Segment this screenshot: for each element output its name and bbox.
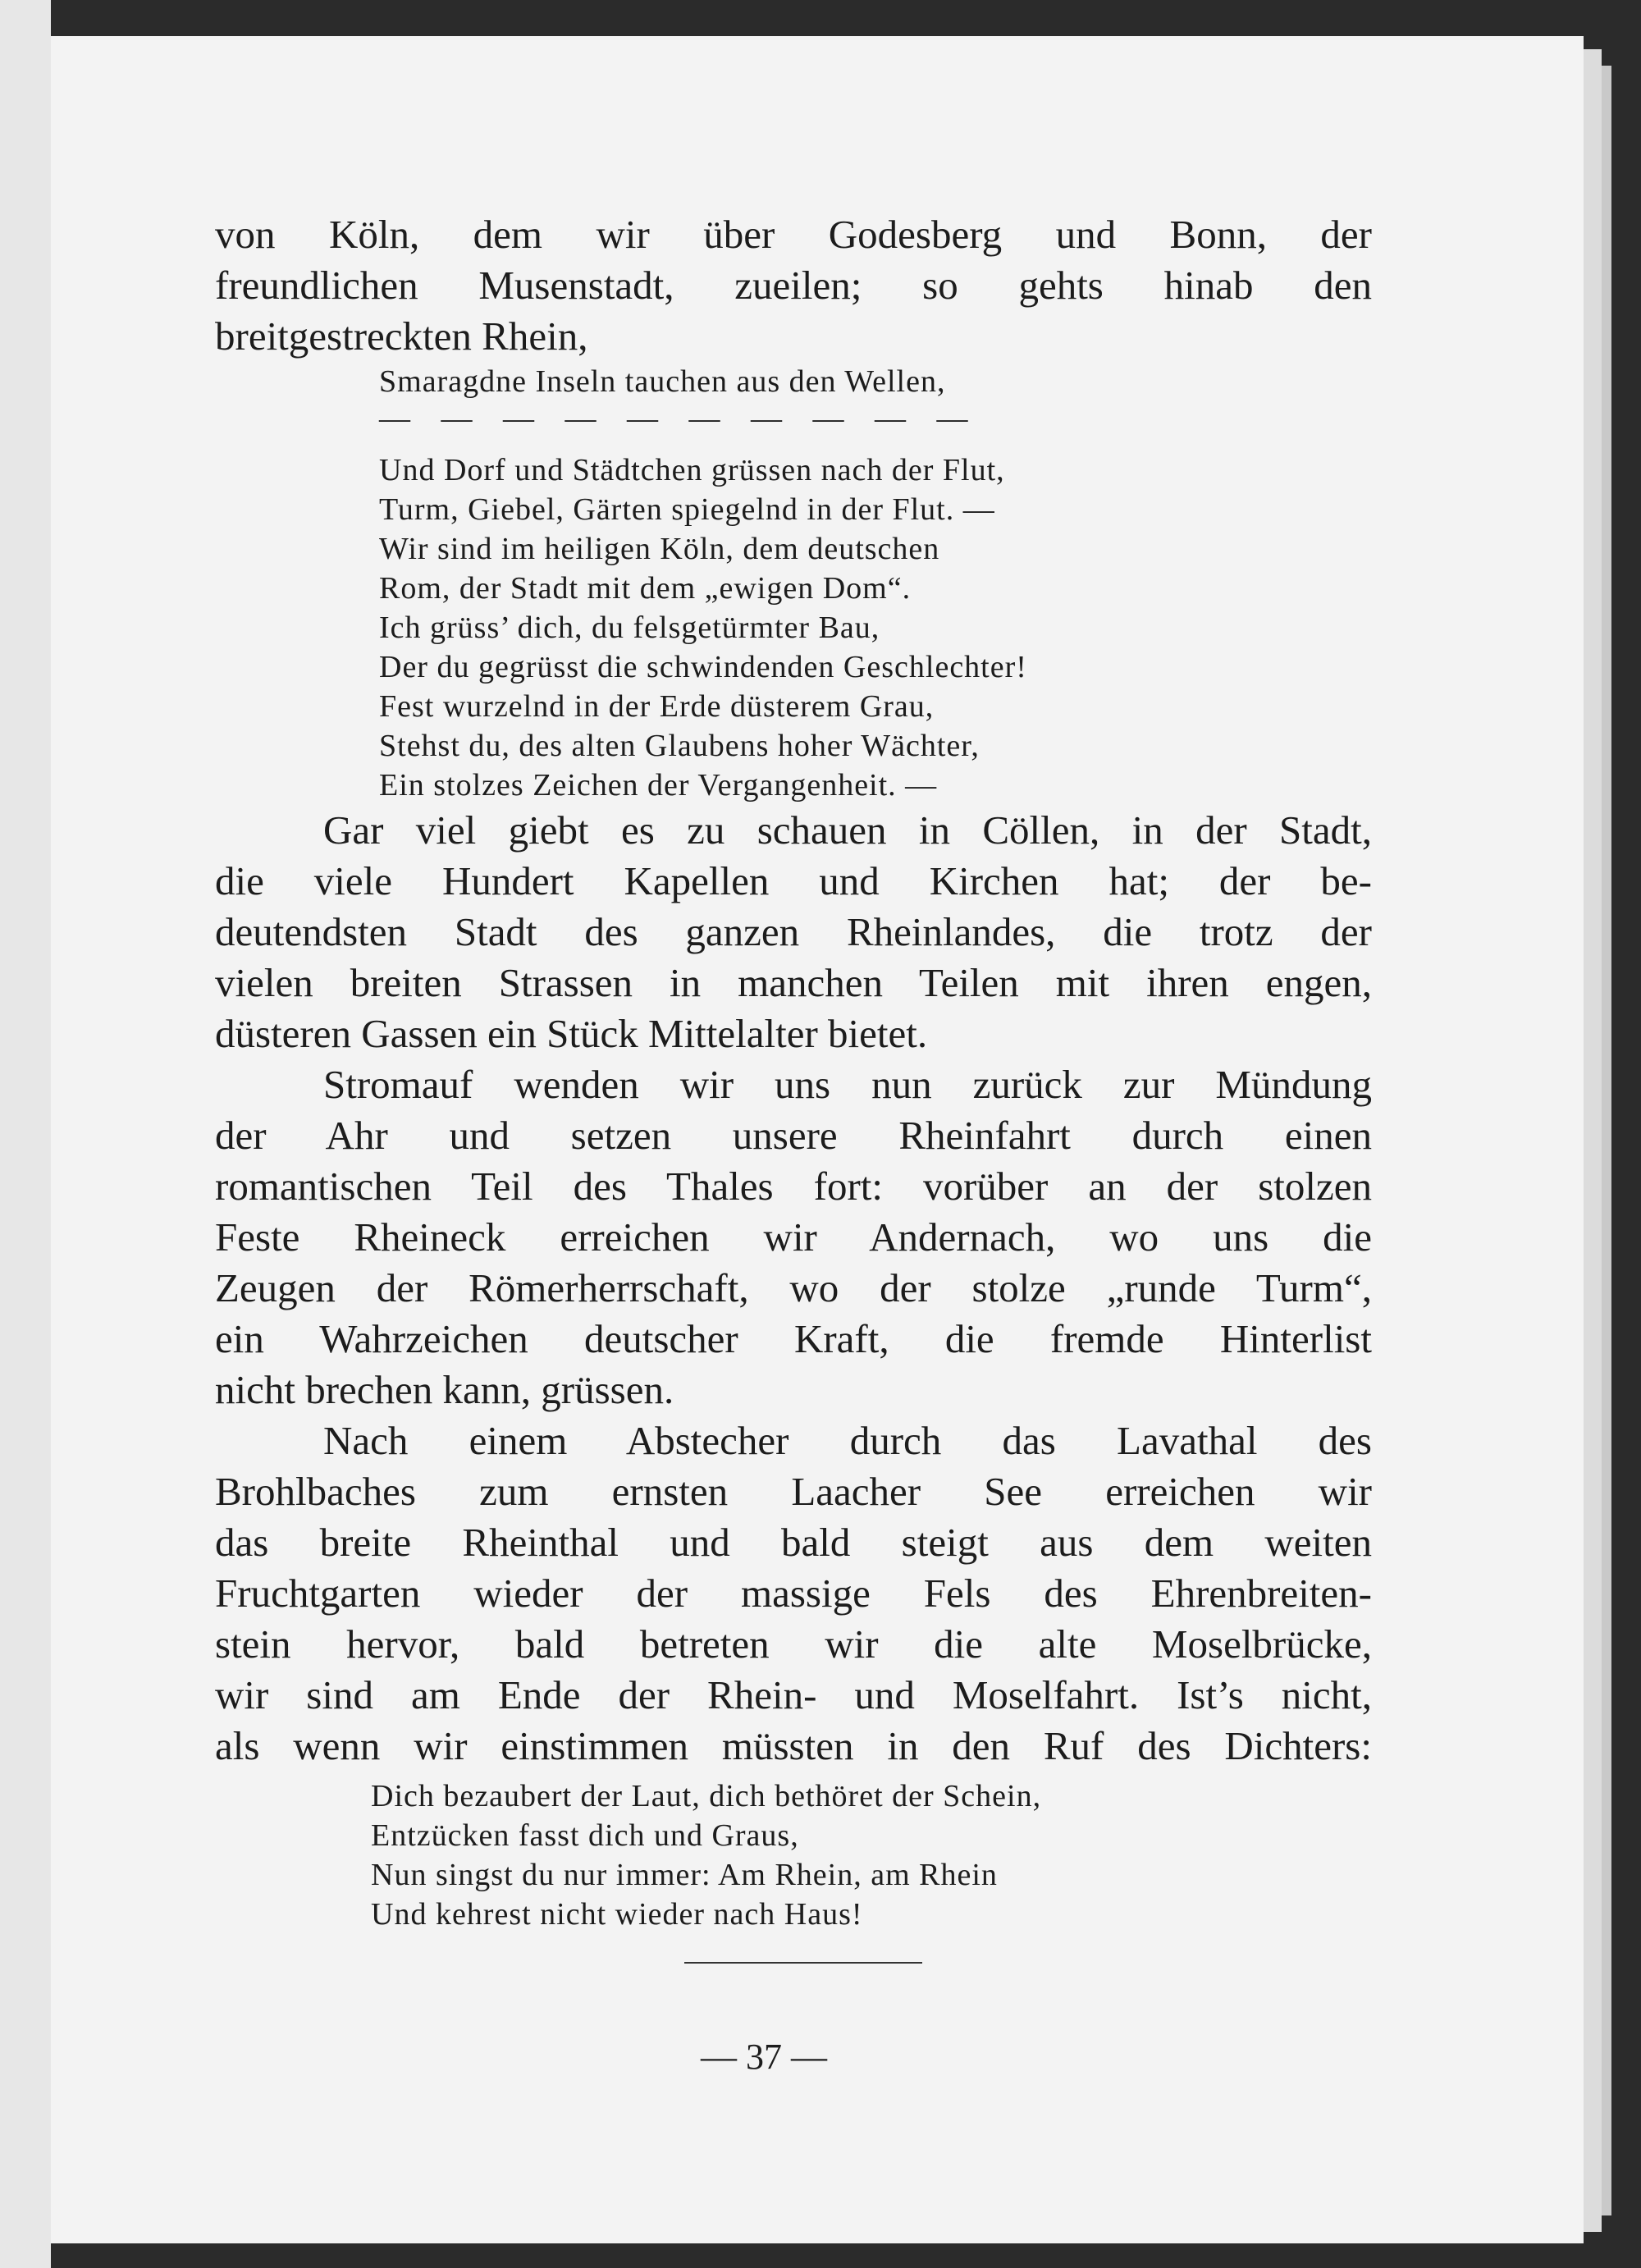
book-spine	[0, 0, 51, 2268]
section-divider	[684, 1962, 922, 1964]
verse-block-1	[215, 362, 1372, 805]
text-line: düsteren Gassen ein Stück Mittelalter bietet.	[215, 1011, 928, 1056]
verse-line: Und kehrest nicht wieder nach Haus!	[371, 1897, 863, 1932]
text-line: Gar viel giebt es zu schauen in Cöllen, in der Stadt,	[323, 807, 1372, 853]
paragraph-4	[215, 1415, 1372, 1772]
verse-line: Der du gegrüsst die schwindenden Geschlechter!	[379, 650, 1027, 684]
text-line: freundlichen Musenstadt, zueilen; so gehts hinab den	[215, 263, 1372, 308]
text-line: das breite Rheinthal und bald steigt aus dem weiten	[215, 1520, 1372, 1565]
text-line: von Köln, dem wir über Godesberg und Bonn, der	[215, 212, 1372, 257]
paragraph-2	[215, 805, 1372, 1059]
page-edge-shadow	[1602, 66, 1611, 2215]
text-line: wir sind am Ende der Rhein- und Moselfahrt. Ist’s nicht,	[215, 1672, 1372, 1717]
verse-line: Turm, Giebel, Gärten spiegelnd in der Flut. —	[379, 492, 995, 527]
verse-line: Und Dorf und Städtchen grüssen nach der Flut,	[379, 453, 1005, 487]
verse-block-2	[215, 1776, 1372, 1934]
text-line: die viele Hundert Kapellen und Kirchen hat; der be-	[215, 858, 1372, 903]
text-line: als wenn wir einstimmen müssten in den Ruf des Dichters:	[215, 1723, 1372, 1768]
page-edge	[1584, 49, 1602, 2232]
text-line: stein hervor, bald betreten wir die alte Moselbrücke,	[215, 1621, 1372, 1667]
text-line: Feste Rheineck erreichen wir Andernach, wo uns die	[215, 1214, 1372, 1260]
verse-line: Fest wurzelnd in der Erde düsterem Grau,	[379, 689, 935, 724]
verse-line: Entzücken fasst dich und Graus,	[371, 1818, 799, 1853]
verse-line: Ich grüss’ dich, du felsgetürmter Bau,	[379, 610, 880, 645]
verse-line: Smaragdne Inseln tauchen aus den Wellen,	[379, 364, 946, 399]
text-line: deutendsten Stadt des ganzen Rheinlandes, die trotz der	[215, 909, 1372, 954]
text-line: Zeugen der Römerherrschaft, wo der stolze „runde Turm“,	[215, 1265, 1372, 1310]
text-line: ein Wahrzeichen deutscher Kraft, die fremde Hinterlist	[215, 1316, 1372, 1361]
text-line: Nach einem Abstecher durch das Lavathal des	[323, 1418, 1372, 1463]
paragraph-1	[215, 209, 1372, 362]
text-line: nicht brechen kann, grüssen.	[215, 1367, 674, 1412]
verse-line: Rom, der Stadt mit dem „ewigen Dom“.	[379, 571, 912, 606]
page-number: — 37 —	[701, 2037, 827, 2077]
text-line: der Ahr und setzen unsere Rheinfahrt durch einen	[215, 1113, 1372, 1158]
verse-line: Dich bezaubert der Laut, dich bethöret der Schein,	[371, 1779, 1042, 1813]
text-line: romantischen Teil des Thales fort: vorüber an der stolzen	[215, 1164, 1372, 1209]
paragraph-3	[215, 1059, 1372, 1415]
verse-line: Nun singst du nur immer: Am Rhein, am Rhein	[371, 1858, 998, 1892]
verse-omission-dashes: — — — — — — — — — —	[379, 401, 980, 436]
text-line: breitgestreckten Rhein,	[215, 313, 588, 359]
verse-line: Wir sind im heiligen Köln, dem deutschen	[379, 532, 940, 566]
verse-line: Stehst du, des alten Glaubens hoher Wächter,	[379, 729, 980, 763]
text-line: Brohlbaches zum ernsten Laacher See erreichen wir	[215, 1469, 1372, 1514]
text-line: Fruchtgarten wieder der massige Fels des Ehrenbreiten-	[215, 1571, 1372, 1616]
page-content	[215, 209, 1372, 2080]
text-line: vielen breiten Strassen in manchen Teilen mit ihren engen,	[215, 960, 1372, 1005]
verse-line: Ein stolzes Zeichen der Vergangenheit. —	[379, 768, 938, 802]
text-line: Stromauf wenden wir uns nun zurück zur Mündung	[323, 1062, 1372, 1107]
